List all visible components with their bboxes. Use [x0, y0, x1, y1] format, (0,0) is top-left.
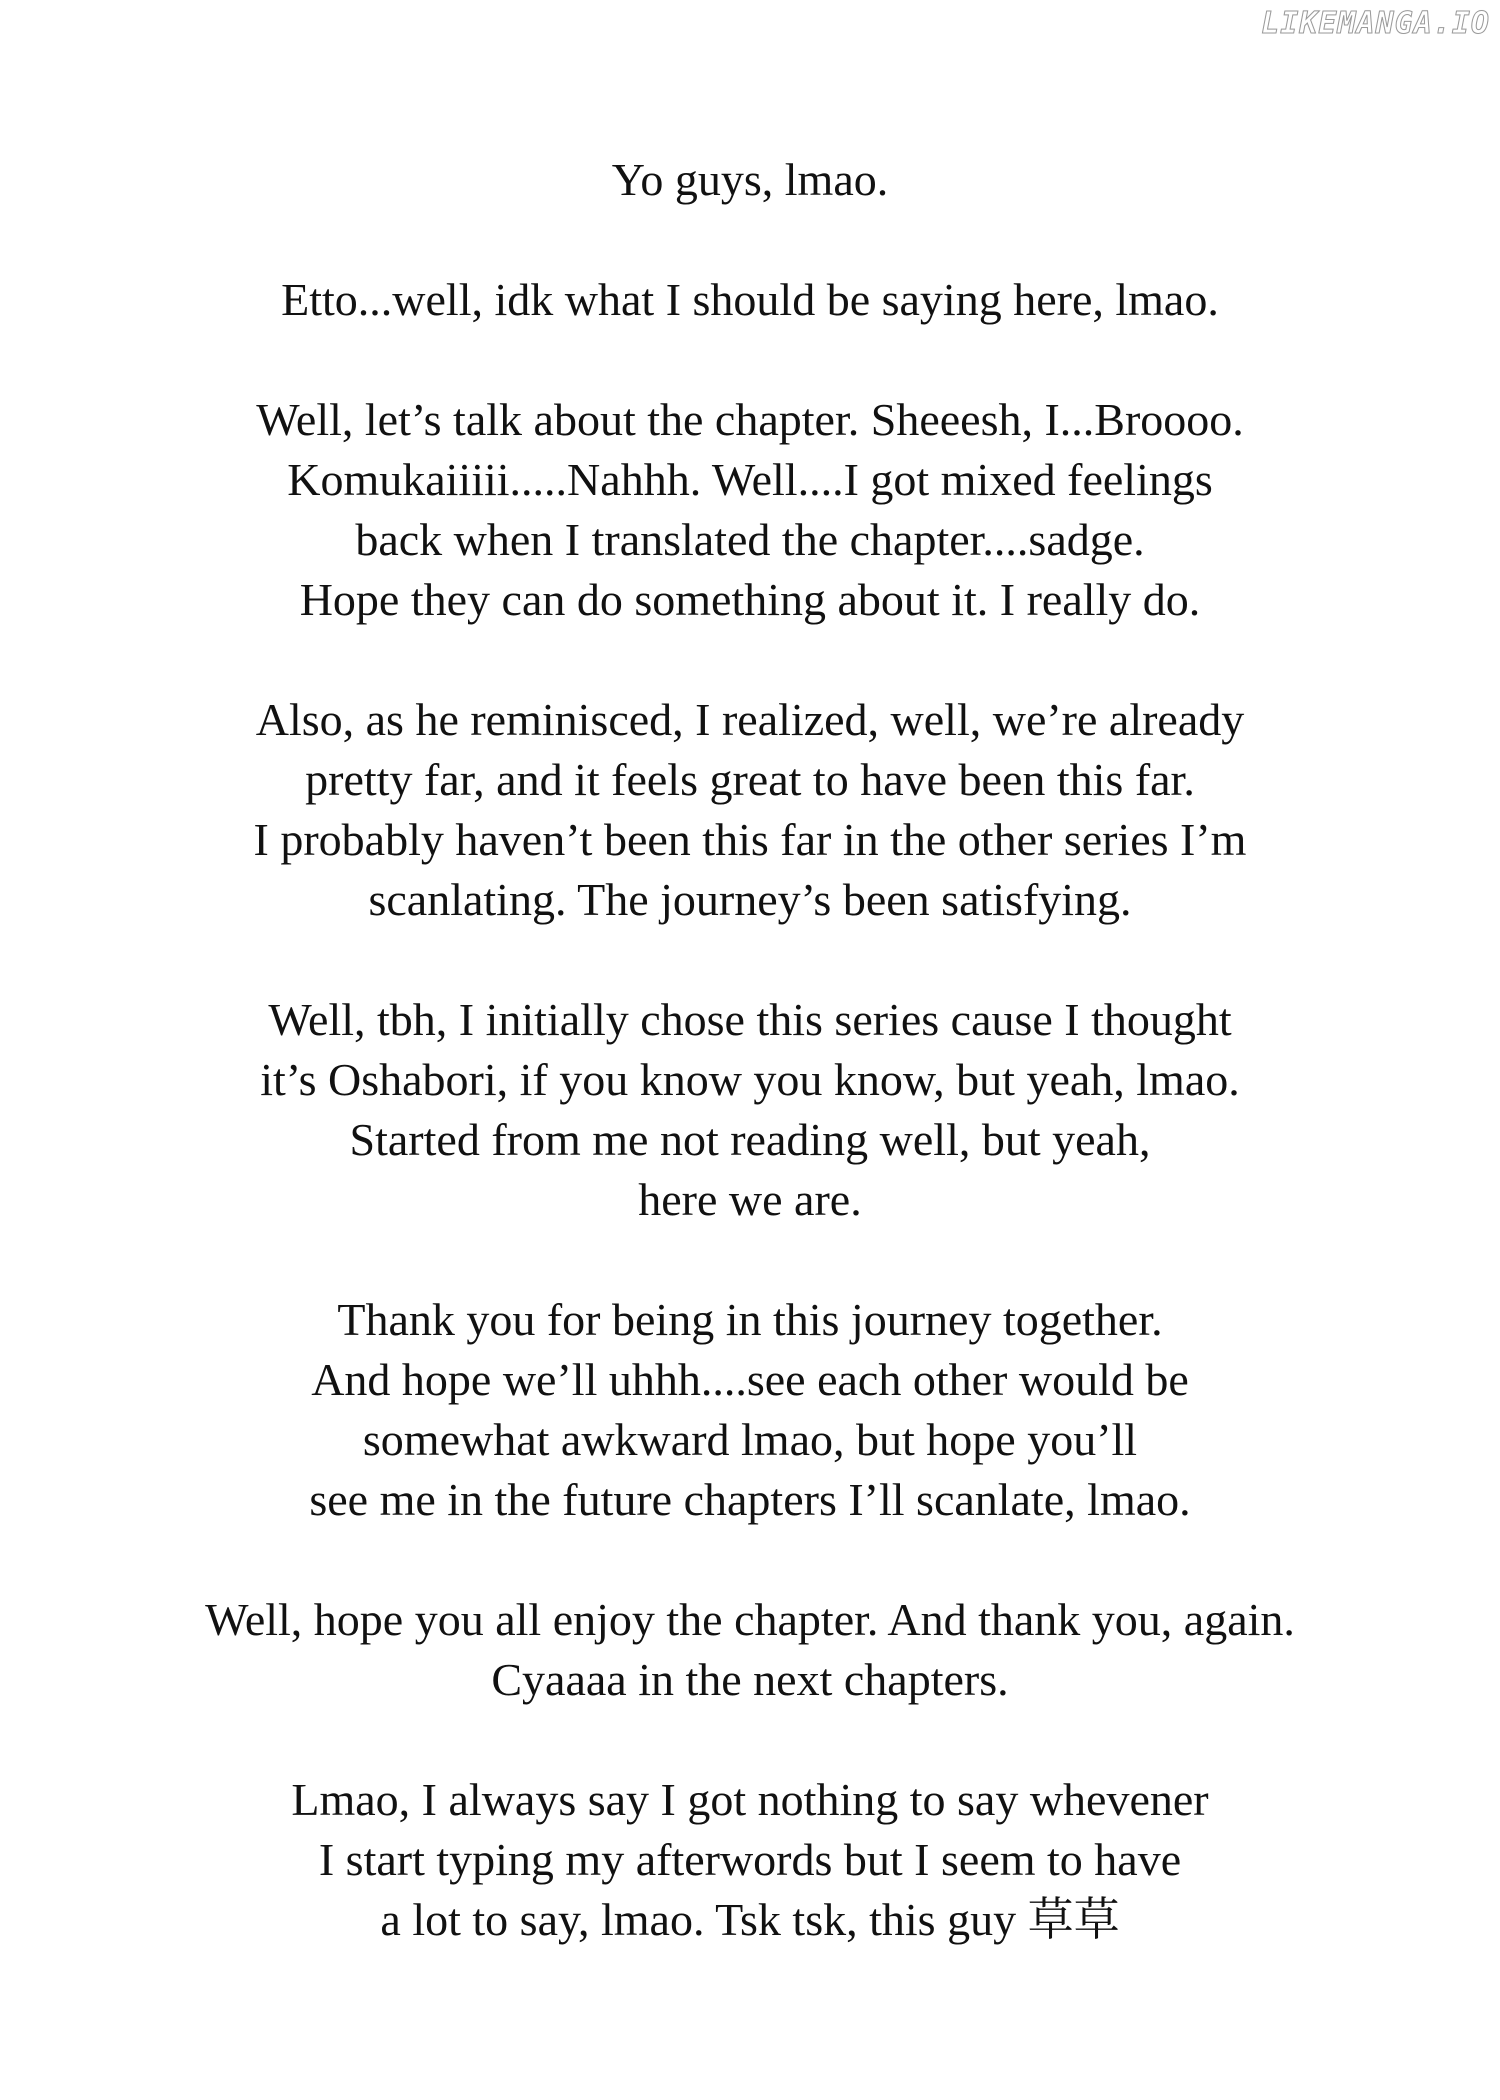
- text-line: it’s Oshabori, if you know you know, but yeah, lmao.: [260, 1054, 1240, 1105]
- text-line: Started from me not reading well, but yeah,: [349, 1114, 1151, 1165]
- text-line: Thank you for being in this journey together.: [337, 1294, 1163, 1345]
- text-line: pretty far, and it feels great to have been this far.: [305, 754, 1195, 805]
- text-line: Hope they can do something about it. I really do.: [299, 574, 1201, 625]
- text-line: Well, tbh, I initially chose this series cause I thought: [268, 994, 1232, 1045]
- text-line: Yo guys, lmao.: [611, 154, 889, 205]
- text-line: somewhat awkward lmao, but hope you’ll: [362, 1414, 1138, 1465]
- text-line: scanlating. The journey’s been satisfying.: [368, 874, 1132, 925]
- text-line: Etto...well, idk what I should be saying here, lmao.: [281, 274, 1219, 325]
- text-line: Komukaiiiii.....Nahhh. Well....I got mixed feelings: [287, 454, 1213, 505]
- text-line: Well, let’s talk about the chapter. Sheeesh, I...Broooo.: [256, 394, 1244, 445]
- text-line: Lmao, I always say I got nothing to say whevener: [291, 1774, 1209, 1825]
- paragraph: [0, 150, 1500, 210]
- paragraph: [0, 270, 1500, 330]
- text-line: I start typing my afterwords but I seem to have: [318, 1834, 1182, 1885]
- paragraph: [0, 1290, 1500, 1530]
- text-line: Also, as he reminisced, I realized, well, we’re already: [255, 694, 1245, 745]
- text-line: Well, hope you all enjoy the chapter. And thank you, again.: [205, 1594, 1295, 1645]
- paragraph: [0, 390, 1500, 630]
- afterword-text: [0, 150, 1500, 2010]
- text-line: see me in the future chapters I’ll scanlate, lmao.: [309, 1474, 1191, 1525]
- text-line: back when I translated the chapter....sadge.: [355, 514, 1145, 565]
- site-watermark: LIKEMANGA.IO: [1261, 6, 1490, 41]
- paragraph: [0, 1770, 1500, 1950]
- text-line: a lot to say, lmao. Tsk tsk, this guy 草草: [380, 1894, 1120, 1945]
- text-line: And hope we’ll uhhh....see each other would be: [311, 1354, 1189, 1405]
- text-line: here we are.: [638, 1174, 862, 1225]
- paragraph: [0, 990, 1500, 1230]
- text-line: I probably haven’t been this far in the other series I’m: [253, 814, 1247, 865]
- paragraph: [0, 1590, 1500, 1710]
- paragraph: [0, 690, 1500, 930]
- text-line: Cyaaaa in the next chapters.: [491, 1654, 1009, 1705]
